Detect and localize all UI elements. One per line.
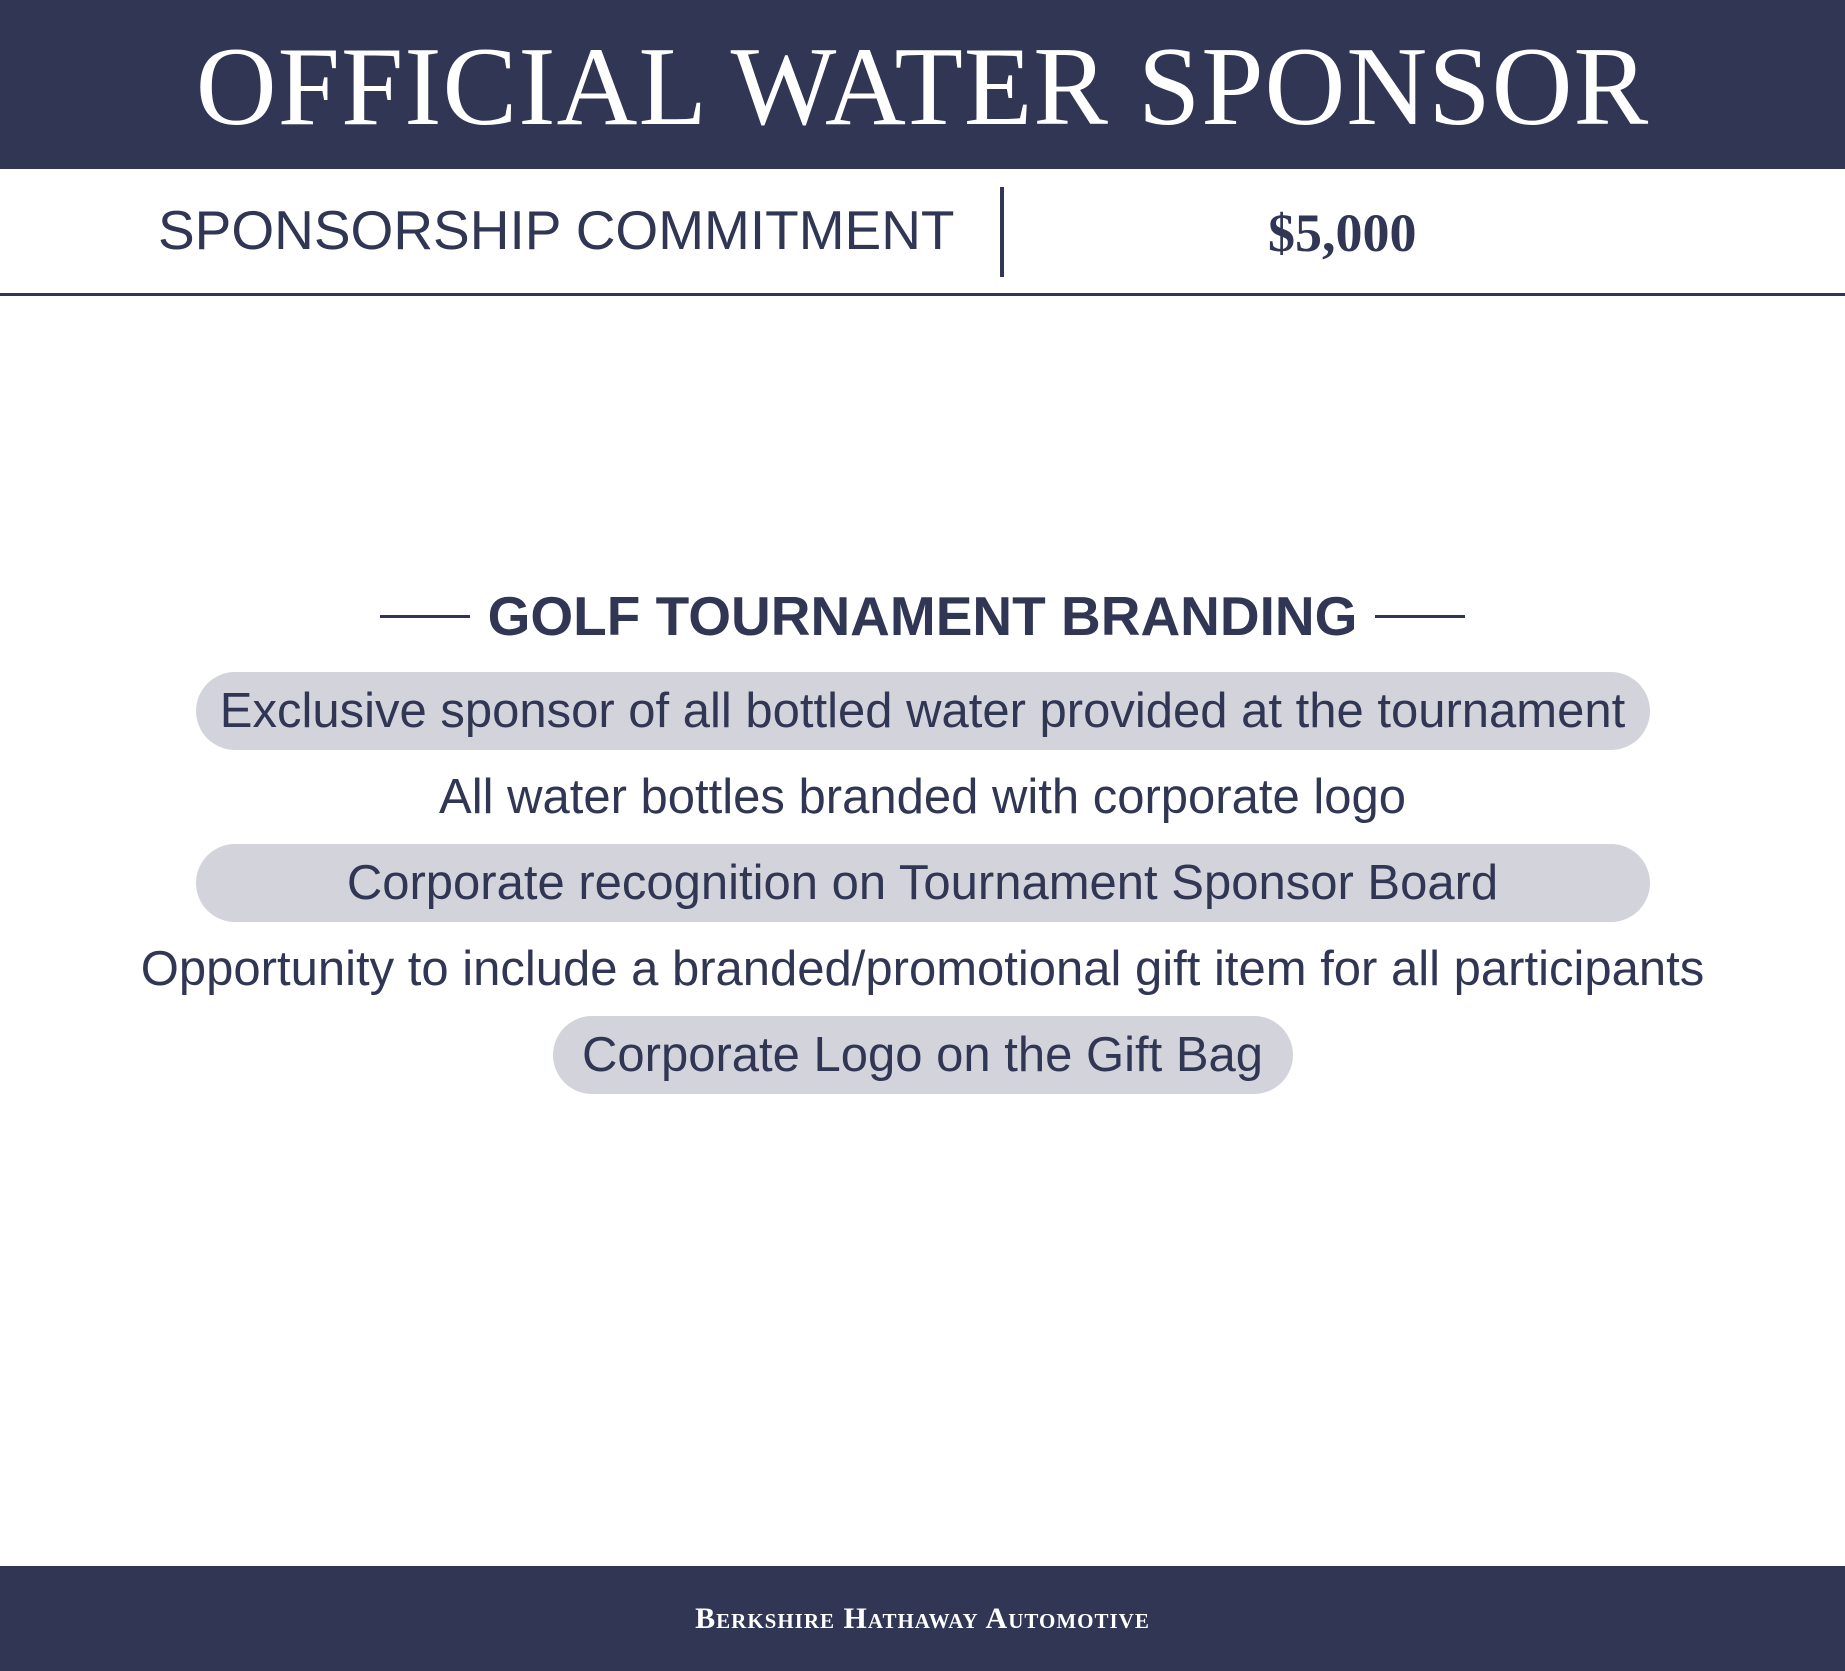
benefit-text: Corporate recognition on Tournament Sponsor Board [196,844,1650,922]
list-item [0,668,1845,754]
page-title: OFFICIAL WATER SPONSOR [195,24,1650,149]
benefit-text: Exclusive sponsor of all bottled water provided at the tournament [196,672,1650,750]
benefit-text: All water bottles branded with corporate logo [439,770,1406,824]
heading-rule-right [1375,615,1465,618]
commitment-amount: $5,000 [1268,203,1417,263]
benefits-list [0,668,1845,1098]
list-item [0,1012,1845,1098]
footer-banner [0,1566,1845,1671]
branding-heading [0,585,1845,647]
heading-rule-left [380,615,470,618]
commitment-label: SPONSORSHIP COMMITMENT [158,199,955,261]
benefit-text: Corporate Logo on the Gift Bag [553,1016,1293,1094]
commitment-row [0,169,1845,296]
benefit-text: Opportunity to include a branded/promotional gift item for all participants [140,942,1705,996]
list-item [0,754,1845,840]
branding-heading-text: GOLF TOURNAMENT BRANDING [487,585,1358,647]
list-item [0,840,1845,926]
list-item [0,926,1845,1012]
company-name: Berkshire Hathaway Automotive [695,1601,1150,1635]
header-banner [0,0,1845,169]
commitment-divider [1000,187,1004,277]
